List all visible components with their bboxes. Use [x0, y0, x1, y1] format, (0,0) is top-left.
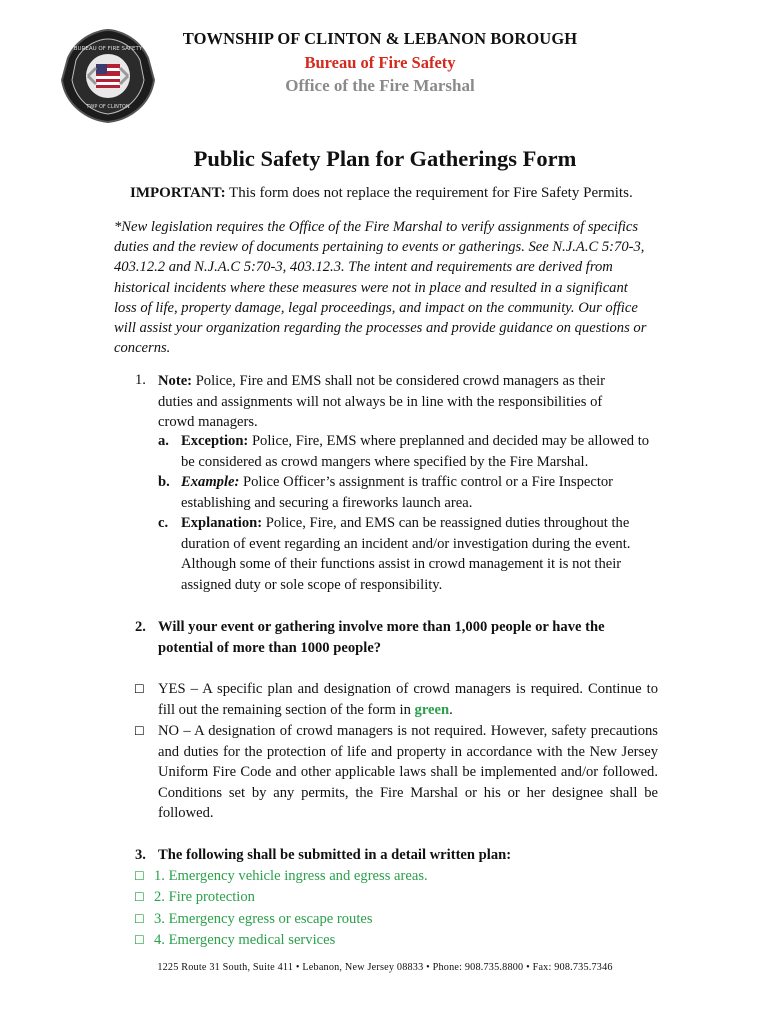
plan-item-4-label: 4. Emergency medical services	[154, 932, 336, 948]
item-1b-letter: b.	[158, 474, 170, 490]
item-1b-text-block	[181, 472, 656, 513]
no-option-text: NO – A designation of crowd managers is not required. However, safety precautions and duties for the protection of life and property in accordance with the New Jersey Uniform Fire Code and other applicable laws shall be implemented and/or followed. Conditions set by any permits, the Fire Marshal or his or her designee shall be followed.	[158, 723, 658, 822]
item-1b-label: Example:	[181, 474, 240, 490]
plan-item-1[interactable]	[134, 866, 428, 887]
fire-safety-badge-logo	[58, 28, 158, 124]
item-2-number: 2.	[135, 619, 146, 635]
item-3-number: 3.	[135, 847, 146, 863]
plan-item-2-checkbox[interactable]: ☐	[134, 890, 145, 904]
plan-item-2-label: 2. Fire protection	[154, 889, 255, 905]
plan-item-4-checkbox[interactable]: ☐	[134, 933, 145, 947]
item-1c-text: Police, Fire, and EMS can be reassigned duties throughout the duration of event regarding an incident and/or investigation during the event. Although some of their functions assist in crowd management it is not their assigned duty or sole scope of responsibility.	[181, 515, 631, 593]
item-1-label: Note:	[158, 373, 193, 389]
township-heading: TOWNSHIP OF CLINTON & LEBANON BOROUGH	[182, 29, 578, 48]
item-1a-text: Police, Fire, EMS where preplanned and decided may be allowed to be considered as crowd mangers where specified by the Fire Marshal.	[181, 433, 650, 470]
yes-period: .	[449, 701, 453, 718]
important-notice	[130, 185, 633, 202]
item-3-heading: The following shall be submitted in a detail written plan:	[158, 847, 512, 863]
plan-item-3[interactable]	[134, 909, 373, 930]
plan-item-1-label: 1. Emergency vehicle ingress and egress areas.	[154, 868, 428, 884]
item-1c-letter: c.	[158, 515, 169, 531]
item-1a-label: Exception:	[181, 433, 249, 449]
form-title: Public Safety Plan for Gatherings Form	[193, 146, 577, 171]
plan-item-4[interactable]	[134, 930, 335, 951]
logo-top-text: BUREAU OF FIRE SAFETY	[73, 46, 143, 52]
yes-option-text	[158, 679, 658, 720]
important-text: This form does not replace the requirement for Fire Safety Permits.	[225, 185, 633, 201]
yes-checkbox[interactable]: ☐	[134, 682, 145, 696]
plan-item-3-checkbox[interactable]: ☐	[134, 912, 145, 926]
important-label: IMPORTANT:	[130, 185, 226, 201]
item-2-question: Will your event or gathering involve more than 1,000 people or have the potential of more than 1000 people?	[158, 619, 605, 656]
plan-item-1-checkbox[interactable]: ☐	[134, 869, 145, 883]
item-1a-text-block	[181, 431, 656, 472]
logo-bottom-text: TWP OF CLINTON	[86, 104, 130, 110]
yes-text: YES – A specific plan and designation of crowd managers is required. Continue to fill out the remaining section of the form in	[158, 681, 658, 718]
item-1-number: 1.	[135, 372, 146, 388]
plan-item-3-label: 3. Emergency egress or escape routes	[154, 911, 373, 927]
legislation-paragraph: *New legislation requires the Office of the Fire Marshal to verify assignments of specifics duties and the review of documents pertaining to events or gatherings. See N.J.A.C 5:70-3, 403.12.2 and N.J.A.C 5:70-3, 403.12.3. The intent and requirements are derived from historical incidents where these measures were not in place and resulted in a significant loss of life, property damage, legal proceedings, and impact on the community. Our office will assist your organization regarding the processes and provide guidance on questions or concerns.	[114, 219, 647, 357]
item-1-note	[158, 371, 628, 433]
footer-address: 1225 Route 31 South, Suite 411 • Lebanon, New Jersey 08833 • Phone: 908.735.8800 • Fax: 908.735.7346	[157, 962, 613, 973]
no-checkbox[interactable]: ☐	[134, 724, 145, 738]
yes-green-word: green	[414, 701, 450, 718]
item-1c-text-block	[181, 513, 656, 595]
item-1-text: Police, Fire and EMS shall not be considered crowd managers as their duties and assignments will not always be in line with the responsibilities of crowd managers.	[158, 373, 606, 431]
bureau-heading: Bureau of Fire Safety	[304, 53, 456, 72]
item-1c-label: Explanation:	[181, 515, 263, 531]
item-1a-letter: a.	[158, 433, 169, 449]
item-1b-text: Police Officer’s assignment is traffic control or a Fire Inspector establishing and securing a fireworks launch area.	[181, 474, 614, 511]
plan-item-2[interactable]	[134, 887, 255, 908]
office-heading: Office of the Fire Marshal	[285, 76, 475, 95]
